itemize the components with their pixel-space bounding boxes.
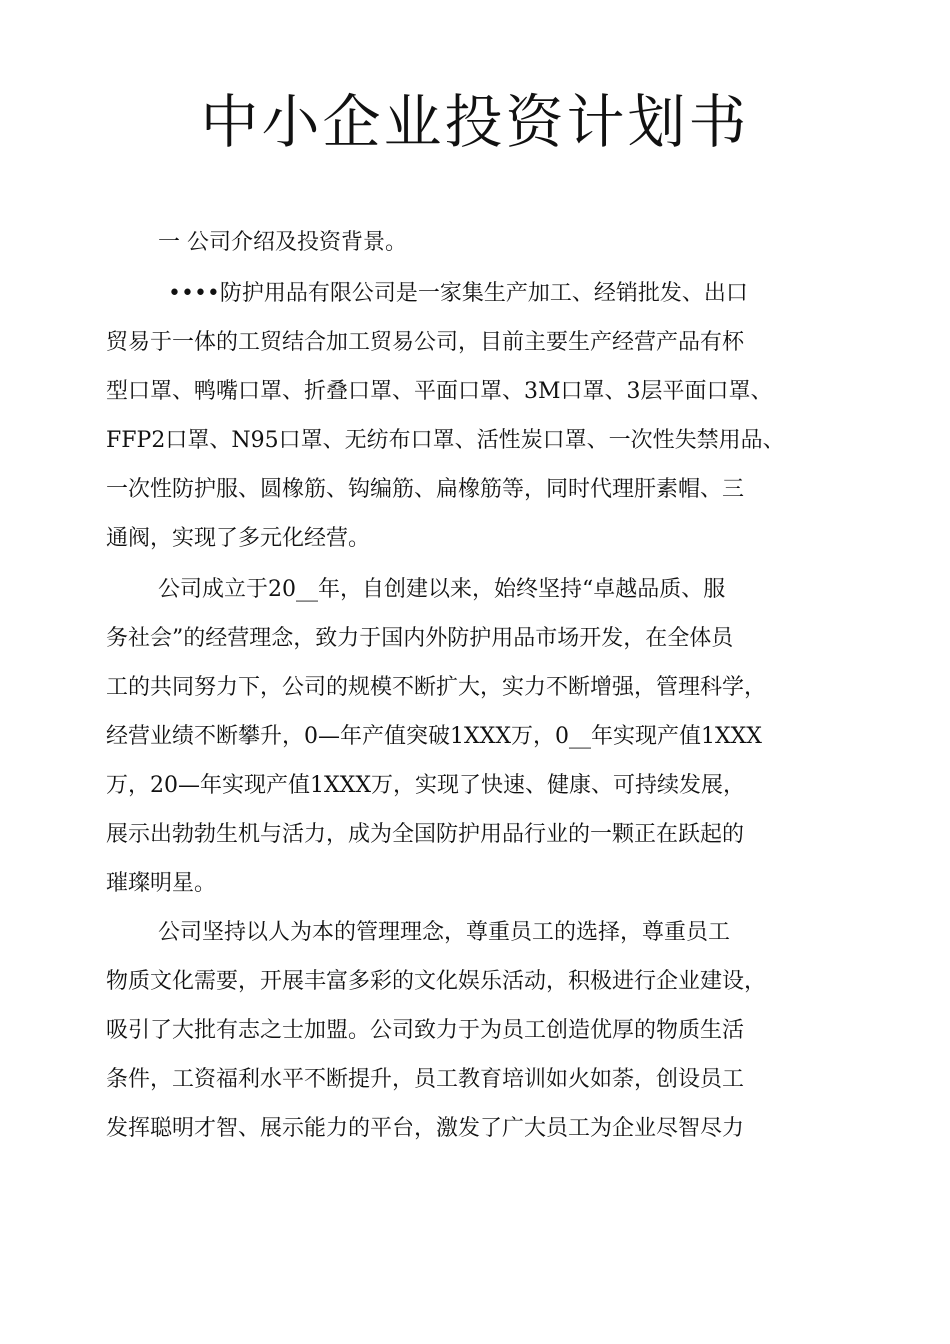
document-title: 中小企业投资计划书 [200, 88, 750, 156]
paragraph-company-history [106, 565, 866, 908]
paragraph-line: 经营业绩不断攀升，0—年产值突破1XXX万，0__年实现产值1XXX [106, 724, 762, 749]
paragraph-company-culture [106, 908, 866, 1153]
paragraph-line: ••••防护用品有限公司是一家集生产加工、经销批发、出口 [168, 281, 748, 306]
paragraph-line: 一次性防护服、圆橡筋、钩编筋、扁橡筋等，同时代理肝素帽、三 [106, 477, 745, 502]
paragraph-line: 物质文化需要，开展丰富多彩的文化娱乐活动，积极进行企业建设， [106, 969, 767, 994]
paragraph-line: 发挥聪明才智、展示能力的平台，激发了广大员工为企业尽智尽力 [106, 1116, 745, 1141]
paragraph-line: 工的共同努力下，公司的规模不断扩大，实力不断增强，管理科学， [106, 675, 767, 700]
paragraph-line: 务社会”的经营理念，致力于国内外防护用品市场开发，在全体员 [106, 626, 734, 651]
paragraph-line: 通阀，实现了多元化经营。 [106, 526, 371, 551]
paragraph-line: FFP2口罩、N95口罩、无纺布口罩、活性炭口罩、一次性失禁用品、 [106, 428, 785, 453]
paragraph-line: 吸引了大批有志之士加盟。公司致力于为员工创造优厚的物质生活 [106, 1018, 745, 1043]
paragraph-line: 璀璨明星。 [106, 871, 217, 896]
paragraph-line: 万，20—年实现产值1XXX万，实现了快速、健康、可持续发展， [106, 773, 745, 798]
paragraph-line: 展示出勃勃生机与活力，成为全国防护用品行业的一颗正在跃起的 [106, 822, 745, 847]
paragraph-line: 型口罩、鸭嘴口罩、折叠口罩、平面口罩、3M口罩、3层平面口罩、 [106, 379, 773, 404]
paragraph-line: 贸易于一体的工贸结合加工贸易公司，目前主要生产经营产品有杯 [106, 330, 745, 355]
paragraph-company-intro [106, 269, 866, 563]
section-heading: 一 公司介绍及投资背景。 [158, 230, 407, 255]
paragraph-line: 条件，工资福利水平不断提升，员工教育培训如火如荼，创设员工 [106, 1067, 745, 1092]
paragraph-line: 公司成立于20__年，自创建以来，始终坚持“卓越品质、服 [158, 577, 726, 602]
paragraph-line: 公司坚持以人为本的管理理念，尊重员工的选择，尊重员工 [158, 920, 731, 945]
